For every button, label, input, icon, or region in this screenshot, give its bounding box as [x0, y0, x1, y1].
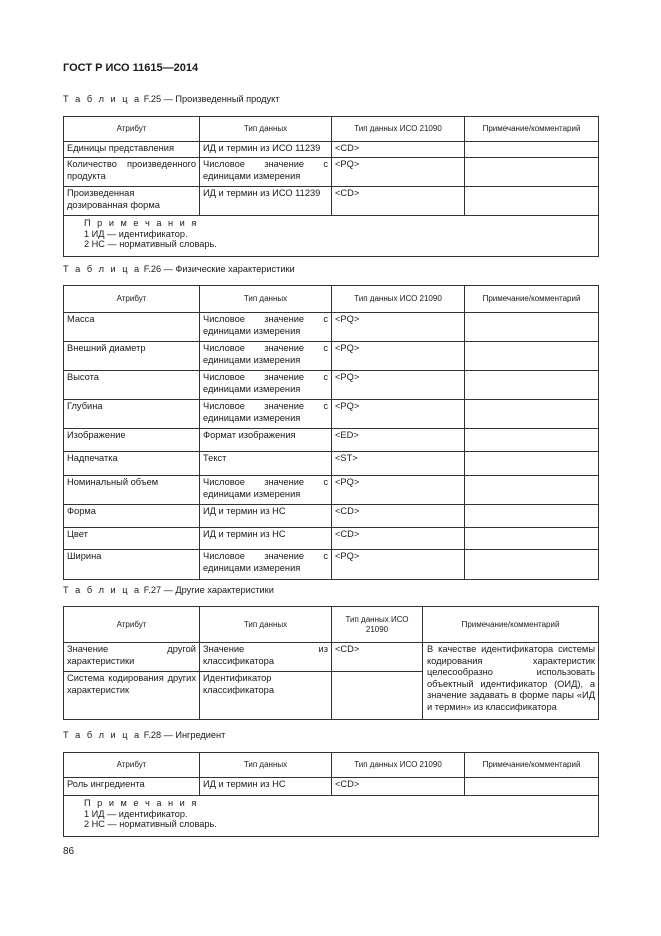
table-header-row: [64, 753, 599, 778]
cell-attribute: Ширина: [64, 550, 200, 580]
cell-data-type: Числовое значение с единицами измерения: [200, 158, 332, 187]
table-row: [64, 528, 599, 550]
table-row: [64, 187, 599, 216]
cell-comment: [465, 452, 599, 476]
cell-comment: [465, 400, 599, 429]
table-row: [64, 142, 599, 158]
column-header: Атрибут: [64, 117, 200, 142]
note-item: 2 НС — нормативный словарь.: [84, 819, 217, 829]
table-caption-f26: [63, 264, 295, 274]
cell-iso-type: <CD>: [332, 528, 465, 550]
cell-attribute: Внешний диаметр: [64, 342, 200, 371]
cell-attribute: Цвет: [64, 528, 200, 550]
cell-data-type: Числовое значение с единицами измерения: [200, 313, 332, 342]
cell-data-type: Идентификатор классификатора: [200, 672, 332, 720]
table-header-row: [64, 286, 599, 313]
table-caption-f27: [63, 585, 274, 595]
cell-iso-type: <PQ>: [332, 342, 465, 371]
column-header: Примечание/комментарий: [465, 117, 599, 142]
cell-comment: [465, 342, 599, 371]
cell-iso-type: <CD>: [332, 778, 465, 796]
cell-iso-type: <CD>: [332, 142, 465, 158]
cell-iso-type: <CD>: [332, 643, 423, 672]
cell-data-type: ИД и термин из ИСО 11239: [200, 187, 332, 216]
column-header: Тип данных ИСО 21090: [332, 753, 465, 778]
cell-iso-type: <PQ>: [332, 313, 465, 342]
cell-iso-type: <PQ>: [332, 158, 465, 187]
notes-row: [64, 216, 599, 257]
cell-data-type: Значение из классификатора: [200, 643, 332, 672]
cell-comment: [465, 505, 599, 528]
cell-comment: [465, 158, 599, 187]
cell-iso-type: <PQ>: [332, 371, 465, 400]
table-caption-f28: [63, 730, 225, 740]
page-number: 86: [63, 846, 75, 857]
column-header: Тип данных ИСО 21090: [332, 607, 423, 643]
caption-prefix: Т а б л и ц а: [63, 94, 142, 104]
notes-row: [64, 796, 599, 837]
cell-attribute: Высота: [64, 371, 200, 400]
column-header: Атрибут: [64, 753, 200, 778]
cell-comment: [465, 371, 599, 400]
cell-attribute: Номинальный объем: [64, 476, 200, 505]
cell-attribute: Роль ингредиента: [64, 778, 200, 796]
caption-prefix: Т а б л и ц а: [63, 585, 142, 595]
cell-data-type: ИД и термин из НС: [200, 505, 332, 528]
column-header: Примечание/комментарий: [465, 286, 599, 313]
table-header-row: [64, 607, 599, 643]
column-header: Тип данных: [200, 607, 332, 643]
table-f25: [63, 116, 599, 257]
table-row: [64, 400, 599, 429]
table-row: [64, 313, 599, 342]
cell-iso-type: <PQ>: [332, 550, 465, 580]
cell-iso-type: <ED>: [332, 429, 465, 452]
table-row: [64, 550, 599, 580]
table-f27: [63, 606, 599, 720]
caption-prefix: Т а б л и ц а: [63, 264, 142, 274]
column-header: Примечание/комментарий: [423, 607, 599, 643]
cell-attribute: Произведенная дозированная форма: [64, 187, 200, 216]
cell-attribute: Значение другой характеристики: [64, 643, 200, 672]
column-header: Тип данных ИСО 21090: [332, 286, 465, 313]
cell-comment: [465, 187, 599, 216]
cell-data-type: Числовое значение с единицами измерения: [200, 371, 332, 400]
cell-comment: [465, 528, 599, 550]
table-f28: [63, 752, 599, 837]
column-header: Тип данных: [200, 286, 332, 313]
document-header: ГОСТ Р ИСО 11615—2014: [63, 62, 199, 74]
table-row: [64, 429, 599, 452]
table-row: [64, 452, 599, 476]
table-row: [64, 342, 599, 371]
cell-data-type: ИД и термин из НС: [200, 528, 332, 550]
cell-iso-type: <CD>: [332, 505, 465, 528]
note-item: 1 ИД — идентификатор.: [84, 228, 188, 239]
cell-data-type: Числовое значение с единицами измерения: [200, 476, 332, 505]
note-item: 2 НС — нормативный словарь.: [84, 239, 217, 249]
cell-iso-type: <CD>: [332, 187, 465, 216]
cell-comment: [465, 550, 599, 580]
cell-data-type: Числовое значение с единицами измерения: [200, 550, 332, 580]
cell-data-type: Формат изображения: [200, 429, 332, 452]
cell-iso-type: <PQ>: [332, 400, 465, 429]
cell-data-type: Числовое значение с единицами измерения: [200, 342, 332, 371]
cell-iso-type: <ST>: [332, 452, 465, 476]
cell-data-type: ИД и термин из НС: [200, 778, 332, 796]
cell-comment: [465, 476, 599, 505]
table-header-row: [64, 117, 599, 142]
cell-attribute: Количество произведенного продукта: [64, 158, 200, 187]
table-f26: [63, 285, 599, 580]
caption-text: F.25 — Произведенный продукт: [141, 94, 280, 104]
column-header: Атрибут: [64, 607, 200, 643]
cell-attribute: Единицы представления: [64, 142, 200, 158]
cell-attribute: Изображение: [64, 429, 200, 452]
table-row: [64, 505, 599, 528]
caption-text: F.28 — Ингредиент: [141, 730, 226, 740]
column-header: Примечание/комментарий: [465, 753, 599, 778]
table-row: [64, 476, 599, 505]
cell-attribute: Система кодирования других характеристик: [64, 672, 200, 720]
table-row: [64, 778, 599, 796]
cell-data-type: Текст: [200, 452, 332, 476]
note-item: 1 ИД — идентификатор.: [84, 808, 188, 819]
caption-prefix: Т а б л и ц а: [63, 730, 142, 740]
table-row: [64, 371, 599, 400]
column-header: Тип данных: [200, 117, 332, 142]
column-header: Атрибут: [64, 286, 200, 313]
cell-comment: В качестве идентификатора системы кодирования характеристик целесообразно использовать объектный идентификатор (ОИД), а значение задавать в форме пары «ИД и термин» из классификатора: [423, 643, 599, 720]
table-row: [64, 158, 599, 187]
cell-attribute: Глубина: [64, 400, 200, 429]
cell-comment: [465, 313, 599, 342]
caption-text: F.26 — Физические характеристики: [141, 264, 295, 274]
column-header: Тип данных ИСО 21090: [332, 117, 465, 142]
notes-title: П р и м е ч а н и я: [84, 798, 199, 808]
cell-attribute: Форма: [64, 505, 200, 528]
cell-data-type: Числовое значение с единицами измерения: [200, 400, 332, 429]
cell-attribute: Надпечатка: [64, 452, 200, 476]
cell-iso-type: [332, 672, 423, 720]
caption-text: F.27 — Другие характеристики: [141, 585, 274, 595]
cell-comment: [465, 142, 599, 158]
cell-comment: [465, 778, 599, 796]
notes-title: П р и м е ч а н и я: [84, 218, 199, 228]
table-notes: [64, 796, 599, 837]
table-caption-f25: [63, 94, 279, 104]
table-row: [64, 643, 599, 672]
table-notes: [64, 216, 599, 257]
cell-comment: [465, 429, 599, 452]
column-header: Тип данных: [200, 753, 332, 778]
cell-data-type: ИД и термин из ИСО 11239: [200, 142, 332, 158]
cell-iso-type: <PQ>: [332, 476, 465, 505]
cell-attribute: Масса: [64, 313, 200, 342]
